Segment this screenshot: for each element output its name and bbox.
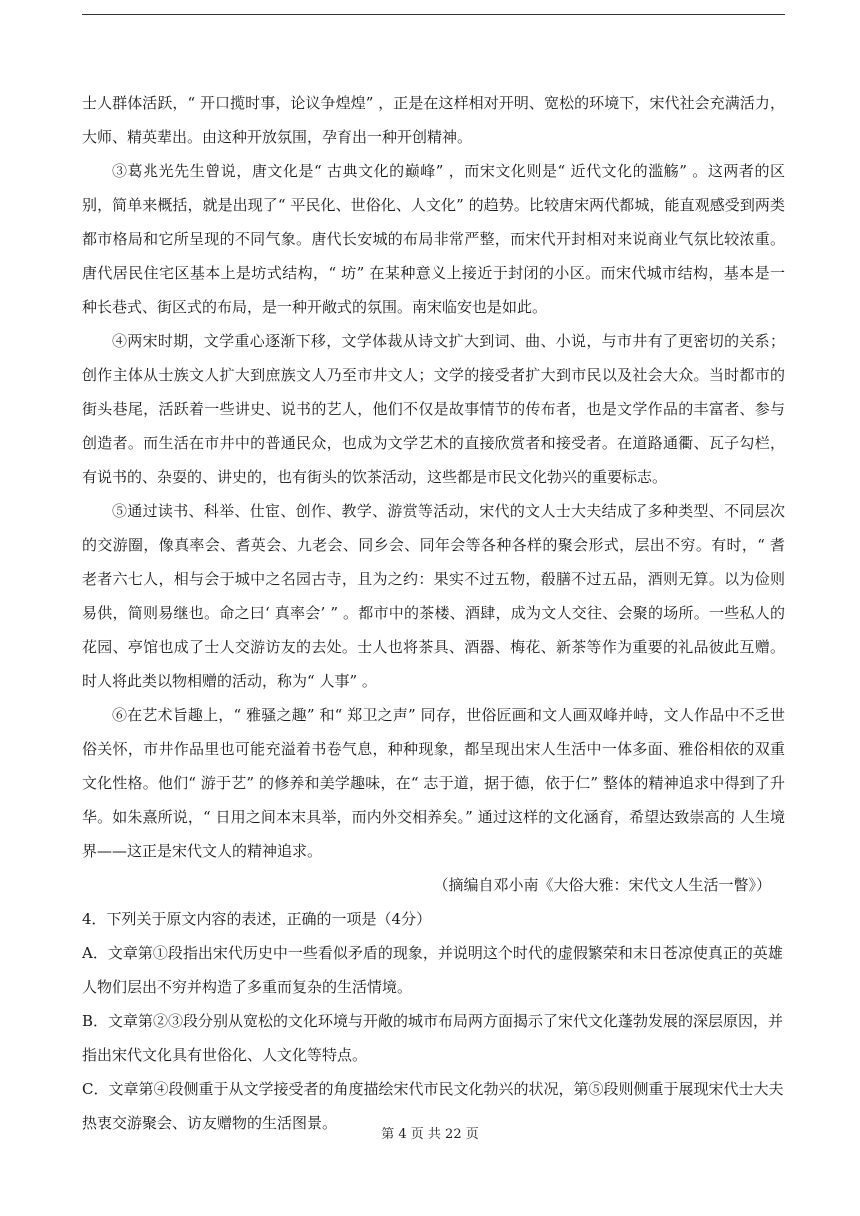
option-b: B．文章第②③段分别从宽松的文化环境与开敞的城市布局两方面揭示了宋代文化蓬勃发展的深层原因，并指出宋代文化具有世俗化、人文化等特点。 <box>82 1012 784 1064</box>
question-stem: 4．下列关于原文内容的表述，正确的一项是（4分） <box>82 910 432 928</box>
paragraph-5: ⑤通过读书、科举、仕宦、创作、教学、游赏等活动，宋代的文人士大夫结成了多种类型、不同层次的交游圈，像真率会、耆英会、九老会、同乡会、同年会等各种各样的聚会形式，层出不穷。有时，“ 耆 老者六七人，相与会于城中之名园古寺，且为之约：果实不过五物，殽膳不过五品，酒则无算。以为俭则易供，简则易继也。命之曰‘ 真率会’ ” 。都市中的茶楼、酒肆，成为文人交往、会聚的场所。一些私人的花园、亭馆也成了士人交游访友的去处。士人也将茶具、酒器、梅花、新茶等作为重要的礼品彼此互赠。 时人将此类以物相赠的活动，称为“ 人事” 。 <box>82 502 785 690</box>
header-rule <box>82 14 785 15</box>
paragraph-4: ④两宋时期，文学重心逐渐下移，文学体裁从诗文扩大到词、曲、小说，与市井有了更密切的关系；创作主体从士族文人扩大到庶族文人乃至市井文人；文学的接受者扩大到市民以及社会大众。当时都市的街头巷尾，活跃着一些讲史、说书的艺人，他们不仅是故事情节的传布者，也是文学作品的丰富者、参与创造者。而生活在市井中的普通民众，也成为文学艺术的直接欣赏者和接受者。在道路通衢、瓦子勾栏， 有说书的、杂耍的、讲史的，也有街头的饮茶活动，这些都是市民文化勃兴的重要标志。 <box>82 332 785 486</box>
paragraph-continued: 士人群体活跃，“ 开口揽时事，论议争煌煌” ，正是在这样相对开明、宽松的环境下，宋代社会充满活力， 大师、精英辈出。由这种开放氛围，孕育出一种开创精神。 <box>82 94 785 146</box>
paragraph-6: ⑥在艺术旨趣上，“ 雅骚之趣” 和“ 郑卫之声” 同存，世俗匠画和文人画双峰并峙，文人作品中不乏世俗关怀，市井作品里也可能充溢着书卷气息，种种现象，都呈现出宋人生活中一体多面、雅俗相依的双重文化性格。他们“ 游于艺” 的修养和美学趣味，在“ 志于道，据于德，依于仁” 整体的精神追求中得到了升华。如朱熹所说，“ 日用之间本末具举，而内外交相养矣。” 通过这样的文化涵育，希望达致崇高的 人生境界——这正是宋代文人的精神追求。 <box>82 706 785 860</box>
source-citation: （摘编自邓小南《大俗大雅：宋代文人生活一瞥》） <box>433 876 771 894</box>
option-c: C．文章第④段侧重于从文学接受者的角度描绘宋代市民文化勃兴的状况，第⑤段则侧重于展现宋代士大夫热衷交游聚会、访友赠物的生活图景。 <box>82 1080 784 1132</box>
option-a: A．文章第①段指出宋代历史中一些看似矛盾的现象，并说明这个时代的虚假繁荣和末日苍凉使真正的英雄人物们层出不穷并构造了多重而复杂的生活情境。 <box>82 944 783 996</box>
page-number: 第 4 页 共 22 页 <box>381 1127 479 1142</box>
document-body <box>82 86 785 1140</box>
paragraph-3: ③葛兆光先生曾说，唐文化是“ 古典文化的巅峰” ，而宋文化则是“ 近代文化的滥觞” 。这两者的区 别，简单来概括，就是出现了“ 平民化、世俗化、人文化” 的趋势。比较唐宋两代都城，能直观感受到两类都市格局和它所呈现的不同气象。唐代长安城的布局非常严整，而宋代开封相对来说商业气氛比较浓重。 唐代居民住宅区基本上是坊式结构，“ 坊” 在某种意义上接近于封闭的小区。而宋代城市结构，基本是一 种长巷式、街区式的布局，是一种开敞式的氛围。南宋临安也是如此。 <box>82 162 785 316</box>
